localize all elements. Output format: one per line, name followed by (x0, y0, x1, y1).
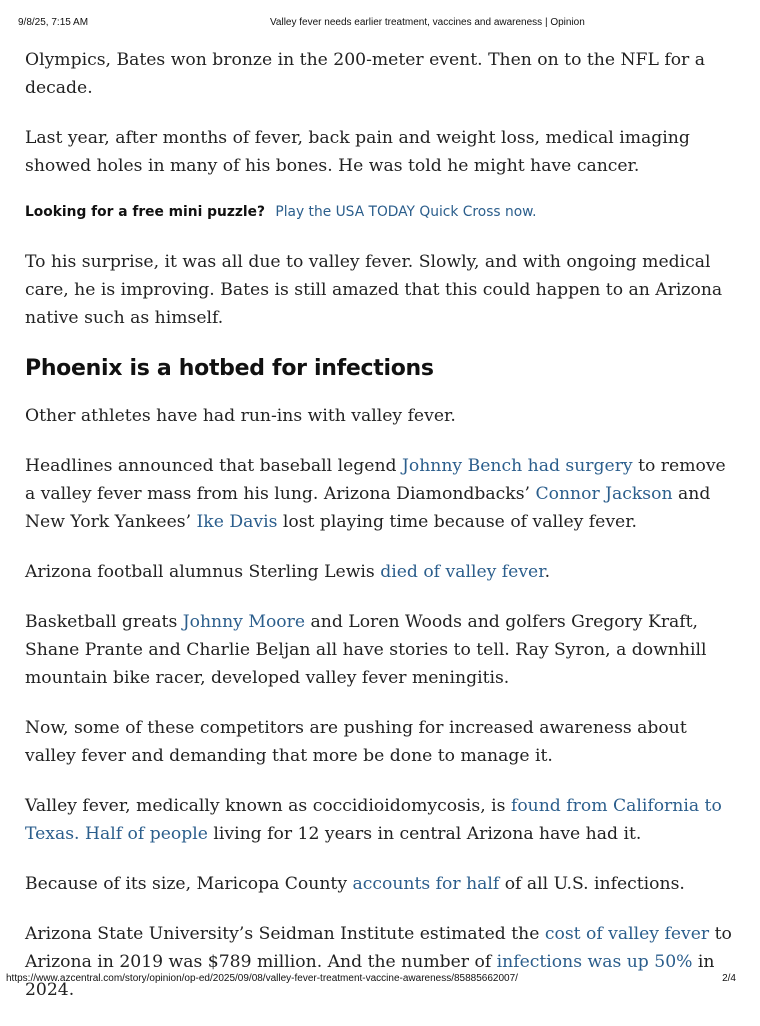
link-accounts-for-half[interactable]: accounts for half (352, 874, 500, 894)
link-johnny-moore[interactable]: Johnny Moore (182, 612, 306, 632)
paragraph-9: Valley fever, medically known as coccidioidomycosis, is found from California to Texas. Half of people living for 12 years in central Arizona have had it. (25, 796, 722, 844)
print-page-title: Valley fever needs earlier treatment, vaccines and awareness | Opinion (270, 17, 585, 28)
print-header (0, 17, 760, 31)
article-body (25, 46, 737, 1026)
quick-cross-link[interactable]: Play the USA TODAY Quick Cross now. (275, 204, 537, 220)
paragraph-6: Arizona football alumnus Sterling Lewis died of valley fever. (25, 562, 551, 582)
link-ike-davis[interactable]: Ike Davis (196, 512, 278, 532)
paragraph-5: Headlines announced that baseball legend Johnny Bench had surgery to remove a valley fever mass from his lung. Arizona Diamondbacks’ Connor Jackson and New York Yankees’ Ike Davis lost playing time because of valley fever. (25, 456, 726, 532)
link-cost-of-valley-fever[interactable]: cost of valley fever (544, 924, 710, 944)
print-url: https://www.azcentral.com/story/opinion/op-ed/2025/09/08/valley-fever-treatment-vaccine-awareness/85885662007/ (6, 973, 518, 984)
paragraph-8: Now, some of these competitors are pushing for increased awareness about valley fever and demanding that more be done to manage it. (25, 718, 687, 766)
link-died-of-valley-fever[interactable]: died of valley fever (380, 562, 545, 582)
link-found-california-texas[interactable]: found from California to Texas. (25, 796, 722, 844)
section-heading: Phoenix is a hotbed for infections (25, 356, 434, 381)
paragraph-1: Olympics, Bates won bronze in the 200-meter event. Then on to the NFL for a decade. (25, 50, 705, 98)
page-number: 2/4 (722, 973, 736, 984)
paragraph-7: Basketball greats Johnny Moore and Loren Woods and golfers Gregory Kraft, Shane Prante and Charlie Beljan all have stories to tell. Ray Syron, a downhill mountain bike racer, developed valley fever meningitis. (25, 612, 707, 688)
print-footer (0, 973, 760, 987)
puzzle-promo (25, 202, 737, 222)
paragraph-10: Because of its size, Maricopa County accounts for half of all U.S. infections. (25, 874, 685, 894)
paragraph-11: Arizona State University’s Seidman Institute estimated the cost of valley fever to Arizona in 2019 was $789 million. And the number of infections was up 50% in 2024. (25, 924, 732, 1000)
print-datetime: 9/8/25, 7:15 AM (18, 17, 89, 28)
paragraph-4: Other athletes have had run-ins with valley fever. (25, 406, 456, 426)
link-infections-up-50[interactable]: infections was up 50% (496, 952, 693, 972)
link-johnny-bench-surgery[interactable]: Johnny Bench had surgery (401, 456, 633, 476)
promo-lead: Looking for a free mini puzzle? (25, 204, 265, 220)
paragraph-2: Last year, after months of fever, back pain and weight loss, medical imaging showed holes in many of his bones. He was told he might have cancer. (25, 128, 690, 176)
link-connor-jackson[interactable]: Connor Jackson (535, 484, 673, 504)
paragraph-3: To his surprise, it was all due to valley fever. Slowly, and with ongoing medical care, he is improving. Bates is still amazed that this could happen to an Arizona native such as himself. (25, 252, 723, 328)
link-half-of-people[interactable]: Half of people (85, 824, 208, 844)
